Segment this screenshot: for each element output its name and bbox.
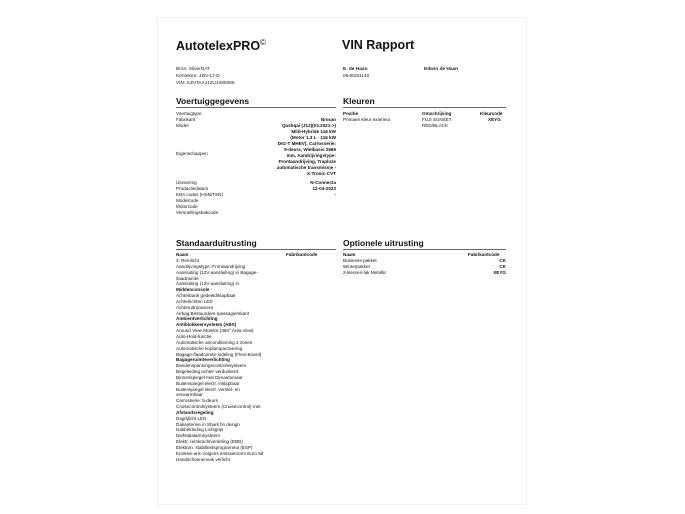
optional-item — [343, 270, 506, 276]
label-modelcode: Modelcode — [176, 198, 199, 203]
model-line: Frontaandrijving, Traploze — [278, 159, 336, 164]
standard-item: Bandenspanningscontrolesysteem — [176, 363, 247, 369]
contact-phone: 0648281140 — [343, 74, 370, 79]
optional-item-name: Business-pakket — [343, 258, 377, 263]
value-trim: N-Connecta — [310, 180, 336, 185]
standard-item: Ambientverlichting — [176, 316, 218, 322]
label-trim: Uitvoering — [176, 180, 197, 185]
vehicle-meta — [176, 66, 235, 87]
standard-item: Airbag Bestuurders-/passagierskant — [176, 310, 250, 316]
standard-col-name: Naam — [176, 252, 189, 257]
optional-divider — [343, 249, 506, 250]
colors-row-position: Primaire kleur exterieur — [343, 117, 391, 122]
optional-list — [343, 258, 506, 276]
standard-item: Cruisecontrolsysteem (Cruisecontrol) met — [176, 404, 261, 410]
standard-item: Dagrijlicht LED — [176, 415, 207, 421]
colors-divider — [343, 107, 506, 108]
value-kba: - — [334, 192, 336, 197]
label-gearcode: Versnellingsbakcode — [176, 210, 219, 215]
standard-item: Bagage-/laadruimte-indeling (Flexi-Board) — [176, 351, 262, 357]
standard-item: Around View Monitor (360° Area view) — [176, 328, 254, 334]
optional-item-code: CK — [499, 263, 506, 269]
standard-item: Antiblokkeersysteem (ABS) — [176, 322, 237, 328]
colors-row-desc-1: FUJI SUNSET — [422, 117, 452, 122]
standard-item: Carrosserie: 5-deurs — [176, 398, 218, 404]
model-line: mm, Aandrijvingstype: — [286, 153, 336, 158]
standard-item: Handschoenenvak verlicht — [176, 456, 230, 462]
optional-item-name: Winterpakket — [343, 263, 370, 269]
model-line: Qashqai (J12)(03.2021->) — [281, 123, 336, 128]
optional-heading: Optionele uitrusting — [343, 238, 424, 248]
model-line: X-Tronic-CVT — [306, 171, 336, 176]
value-proddate: 12-04-2022 — [312, 186, 336, 191]
vehicle-heading: Voertuiggegevens — [176, 96, 250, 106]
plate-text: Kenteken: JZN-17-D — [176, 74, 220, 79]
standard-item: Middenconsole — [176, 287, 210, 293]
label-proddate: Productiedatum — [176, 186, 209, 191]
report-title: VIN Rapport — [342, 38, 415, 52]
optional-item-code: CK — [499, 258, 506, 263]
model-line: automatische transmissie - — [276, 165, 336, 170]
standard-item: Dakantenne in Shark fin design — [176, 421, 240, 427]
standard-item: Aansluiting (12V-aansluiting) in — [176, 281, 240, 287]
label-enginecode: Motorcode — [176, 204, 198, 209]
standard-item: Bagageruimteverlichting — [176, 357, 230, 363]
contact-block — [343, 66, 369, 80]
colors-heading: Kleuren — [343, 96, 375, 106]
standard-item: Dakbekleding Lichtgrijs — [176, 427, 224, 433]
standard-item: Aandrijvingstype: Frontaandrijving — [176, 263, 246, 269]
optional-col-code: Fabrikantcode — [468, 252, 500, 257]
standard-item: Afstandsregeling — [176, 409, 214, 415]
standard-item: Begeleiding achter verduisterd — [176, 369, 239, 375]
standard-divider — [176, 249, 336, 250]
standard-item: Emissie-arm volgens emissienorm Euro 6d — [176, 450, 264, 456]
model-line: 5-deurs, Wielbasis 2666 — [284, 147, 336, 152]
standard-item: Buitenspiegel electr. inklapbaar — [176, 380, 240, 386]
brand-title — [176, 38, 266, 53]
standard-item: Diefstalalarmsysteem — [176, 433, 220, 439]
colors-row-code: XEYG — [488, 117, 501, 122]
model-line: (Motor 1.3 L - 116 kW — [290, 135, 336, 140]
label-type: Voertuigtype — [176, 111, 202, 116]
label-make: Fabrikant — [176, 117, 196, 122]
label-kba: KBA codes (HSN/TSN) — [176, 192, 223, 197]
brand-mark: © — [260, 38, 266, 47]
contact-name-secondary: Edwin de Haan — [424, 67, 459, 72]
standard-item: /laadruimte — [176, 275, 199, 281]
standard-item: Automatische koplampactivering — [176, 345, 243, 351]
label-properties: Eigenschappen — [176, 151, 208, 156]
label-model: Model — [176, 123, 189, 128]
standard-item: Aansluiting (12V-aansluiting) in Bagage- — [176, 269, 258, 275]
standard-col-code: Fabrikantcode — [286, 252, 318, 257]
standard-item: Automatische airconditioning 2 zones — [176, 339, 253, 345]
brand-name: AutotelexPRO — [176, 39, 261, 54]
standard-item: Auto-Hold-functie — [176, 333, 212, 339]
standard-item: verwarmbaar — [176, 392, 203, 398]
standard-item: 3. Remlicht — [176, 258, 199, 263]
standard-item: Buitenspiegel electr. verstel- en — [176, 386, 240, 392]
standard-item: Achterlichten LED — [176, 298, 213, 304]
vin-text: VIN: SJNTAAJ12U1086066 — [176, 81, 235, 86]
optional-item-code: XEYG — [493, 269, 506, 275]
colors-col-code: Kleurcode — [480, 111, 503, 116]
report-page — [158, 18, 526, 504]
optional-item-name: 2-kleuren-lak Metallic — [343, 269, 387, 275]
standard-heading: Standaarduitrusting — [176, 238, 257, 248]
colors-col-desc: Omschrijving — [422, 111, 452, 116]
colors-row-desc-2: RED/BLACK — [422, 123, 449, 128]
optional-col-name: Naam — [343, 252, 356, 257]
model-line: Mild-Hybride 116 kW — [291, 129, 336, 134]
model-line: DIG-T MHEV), Carrosserie: — [277, 141, 336, 146]
standard-item: Elektr. remkrachtverdeling (EBD) — [176, 439, 243, 445]
standard-item: Binnenspiegel met Dimautomaat — [176, 374, 243, 380]
standard-list — [176, 258, 336, 463]
standard-item: Achterbank gedeeld/klapbaar — [176, 293, 236, 299]
standard-item: Elektron. stabiliteitsprogramma (ESP) — [176, 445, 253, 450]
source-text: Bron: SilverDAT — [176, 67, 211, 72]
vehicle-divider — [176, 107, 336, 108]
contact-name: E. de Haan — [343, 67, 368, 72]
colors-col-position: Positie — [343, 111, 359, 116]
value-model — [277, 123, 336, 177]
standard-item: Achteruitrijcamera — [176, 304, 214, 310]
value-make: Nissan — [320, 117, 336, 122]
